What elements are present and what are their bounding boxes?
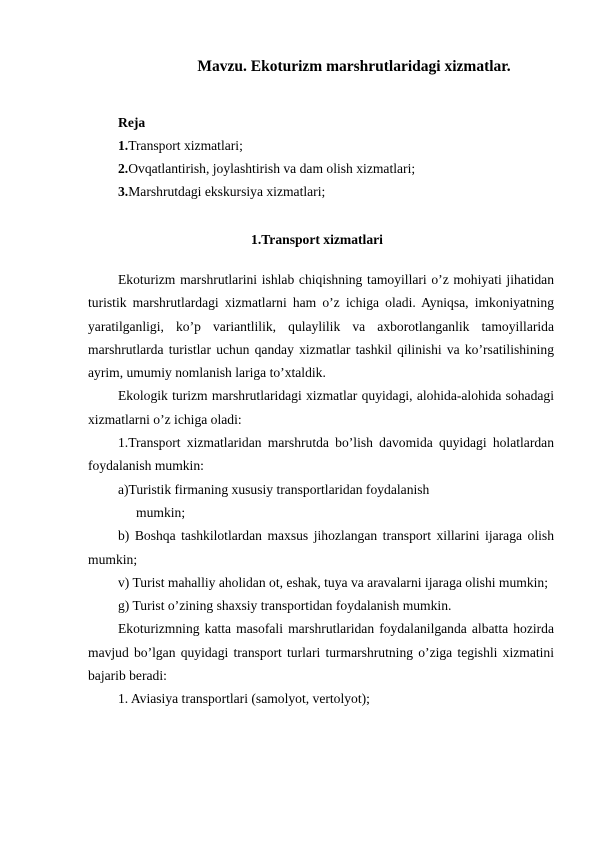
plan-item — [118, 180, 415, 203]
section-title: 1.Transport xizmatlari — [251, 232, 383, 247]
paragraph: Ekoturizm marshrutlarini ishlab chiqishning tamoyillari o’z mohiyati jihatidan turistik marshrutlardagi xizmatlarni ham o’z ichiga oladi. Ayniqsa, imkoniyatning yaratilganligi, ko’p variantlilik, qulaylilik va axborotlanganlik tamoyillarida marshrutlarda turistlar uchun qanday xizmatlar tashkil qilinishi va ko’rsatilishining ayrim, umumiy nomlanish lariga to’xtaldik. — [88, 272, 554, 381]
plan-item — [118, 134, 415, 157]
plan-item-text: Marshrutdagi ekskursiya xizmatlari; — [128, 184, 326, 199]
plan-item — [118, 157, 415, 180]
plan-item-number: 2. — [118, 161, 129, 176]
plan-item-number: 1. — [118, 138, 129, 153]
document-title: Mavzu. Ekoturizm marshrutlaridagi xizmatlar. — [197, 58, 511, 75]
plan-item-text: Ovqatlantirish, joylashtirish va dam olish xizmatlari; — [128, 161, 416, 176]
list-item: 1. Aviasiya transportlari (samolyot, vertolyot); — [118, 691, 370, 707]
paragraph: Ekologik turizm marshrutlaridagi xizmatlar quyidagi, alohida-alohida sohadagi xizmatlarni o’z ichiga oladi: — [88, 388, 554, 427]
list-item: a)Turistik firmaning xususiy transportlaridan foydalanish — [118, 481, 430, 497]
plan-item-text: Transport xizmatlari; — [128, 138, 243, 153]
plan-heading: Reja — [118, 115, 146, 130]
plan-section — [118, 111, 415, 203]
paragraph: 1.Transport xizmatlaridan marshrutda bo’lish davomida quyidagi holatlardan foydalanish mumkin: — [88, 435, 554, 474]
paragraph: Ekoturizmning katta masofali marshrutlaridan foydalanilganda albatta hozirda mavjud bo’lgan quyidagi transport turlari turmarshrutning o’ziga tegishli xizmatini bajarib beradi: — [88, 621, 554, 684]
list-item: v) Turist mahalliy aholidan ot, eshak, tuya va aravalarni ijaraga olishi mumkin; — [118, 574, 549, 590]
list-item-continuation: mumkin; — [136, 504, 186, 520]
list-item: b) Boshqa tashkilotlardan maxsus jihozlangan transport xillarini ijaraga olish mumkin; — [88, 528, 554, 567]
plan-item-number: 3. — [118, 184, 129, 199]
body-text — [88, 268, 554, 711]
list-item: g) Turist o’zining shaxsiy transportidan foydalanish mumkin. — [118, 598, 452, 614]
